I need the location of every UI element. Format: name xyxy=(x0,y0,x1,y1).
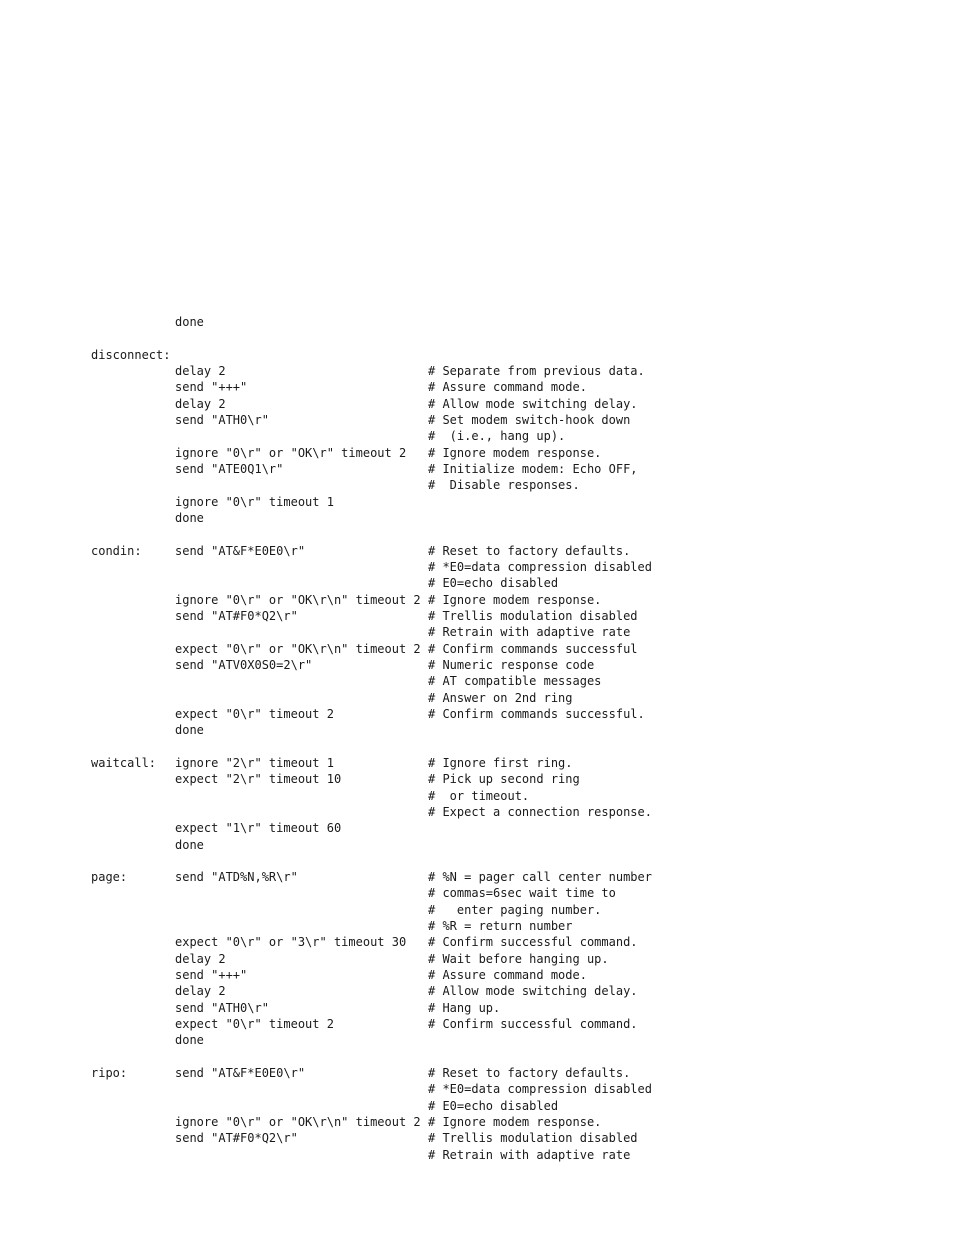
line-code: delay 2 xyxy=(175,984,226,999)
code-line xyxy=(91,673,931,689)
code-line xyxy=(91,608,931,624)
code-line xyxy=(91,788,931,804)
code-line xyxy=(91,1016,931,1032)
line-code: ignore "0\r" or "OK\r\n" timeout 2 xyxy=(175,1115,421,1130)
code-line xyxy=(91,1032,931,1048)
code-line xyxy=(91,918,931,934)
line-comment: # Reset to factory defaults. xyxy=(428,543,631,558)
line-comment: # AT compatible messages xyxy=(428,674,602,689)
line-label: waitcall: xyxy=(91,755,157,770)
code-line xyxy=(91,592,931,608)
line-comment: # Allow mode switching delay. xyxy=(428,396,638,411)
line-code: expect "1\r" timeout 60 xyxy=(175,821,342,836)
line-code: delay 2 xyxy=(175,396,226,411)
code-line xyxy=(91,1130,931,1146)
code-line xyxy=(91,755,931,771)
line-label: condin: xyxy=(91,543,142,558)
code-line xyxy=(91,934,931,950)
code-line xyxy=(91,706,931,722)
line-code: done xyxy=(175,1033,204,1048)
line-comment: # *E0=data compression disabled xyxy=(428,1082,652,1097)
code-line xyxy=(91,1147,931,1163)
line-code: ignore "0\r" timeout 1 xyxy=(175,494,334,509)
line-comment: # Retrain with adaptive rate xyxy=(428,625,631,640)
line-comment: # Ignore modem response. xyxy=(428,592,602,607)
line-comment: # Assure command mode. xyxy=(428,380,587,395)
code-line xyxy=(91,902,931,918)
line-code: ignore "0\r" or "OK\r\n" timeout 2 xyxy=(175,592,421,607)
line-comment: # Wait before hanging up. xyxy=(428,951,609,966)
code-line xyxy=(91,804,931,820)
line-code: ignore "0\r" or "OK\r" timeout 2 xyxy=(175,445,407,460)
code-line xyxy=(91,412,931,428)
line-comment: # Separate from previous data. xyxy=(428,363,645,378)
line-comment: # Allow mode switching delay. xyxy=(428,984,638,999)
code-line xyxy=(91,641,931,657)
line-code: done xyxy=(175,510,204,525)
code-line xyxy=(91,510,931,526)
line-comment: # E0=echo disabled xyxy=(428,1098,559,1113)
line-code: send "AT#F0*Q2\r" xyxy=(175,1131,298,1146)
line-comment: # Disable responses. xyxy=(428,478,580,493)
line-comment: # Ignore first ring. xyxy=(428,755,573,770)
code-line xyxy=(91,1049,931,1065)
line-comment: # E0=echo disabled xyxy=(428,576,559,591)
code-line xyxy=(91,771,931,787)
line-comment: # (i.e., hang up). xyxy=(428,429,566,444)
code-line xyxy=(91,885,931,901)
line-code: delay 2 xyxy=(175,951,226,966)
line-code: send "AT#F0*Q2\r" xyxy=(175,608,298,623)
line-code: done xyxy=(175,837,204,852)
line-code: send "+++" xyxy=(175,968,248,983)
code-line xyxy=(91,951,931,967)
line-label: page: xyxy=(91,870,128,885)
line-code: send "ATV0X0S0=2\r" xyxy=(175,657,313,672)
line-label: disconnect: xyxy=(91,347,171,362)
code-line xyxy=(91,983,931,999)
code-line xyxy=(91,624,931,640)
code-line xyxy=(91,869,931,885)
code-line xyxy=(91,428,931,444)
line-code: expect "2\r" timeout 10 xyxy=(175,772,342,787)
code-line xyxy=(91,559,931,575)
code-line xyxy=(91,1081,931,1097)
code-line xyxy=(91,739,931,755)
code-line xyxy=(91,330,931,346)
line-code: send "ATH0\r" xyxy=(175,412,269,427)
line-comment: # or timeout. xyxy=(428,788,530,803)
line-code: expect "0\r" or "OK\r\n" timeout 2 xyxy=(175,641,421,656)
line-comment: # enter paging number. xyxy=(428,902,602,917)
code-line xyxy=(91,1065,931,1081)
line-code: send "ATE0Q1\r" xyxy=(175,461,284,476)
code-line xyxy=(91,820,931,836)
line-comment: # commas=6sec wait time to xyxy=(428,886,616,901)
code-line xyxy=(91,379,931,395)
line-comment: # Set modem switch-hook down xyxy=(428,412,631,427)
line-code: send "ATD%N,%R\r" xyxy=(175,870,298,885)
line-code: done xyxy=(175,723,204,738)
line-comment: # Pick up second ring xyxy=(428,772,580,787)
code-line xyxy=(91,690,931,706)
code-line xyxy=(91,543,931,559)
line-comment: # %N = pager call center number xyxy=(428,870,652,885)
code-line xyxy=(91,837,931,853)
code-line xyxy=(91,314,931,330)
line-comment: # Expect a connection response. xyxy=(428,804,652,819)
code-line xyxy=(91,1000,931,1016)
code-line xyxy=(91,363,931,379)
line-code: send "AT&F*E0E0\r" xyxy=(175,543,306,558)
code-line xyxy=(91,1098,931,1114)
line-code: expect "0\r" timeout 2 xyxy=(175,706,334,721)
line-label: ripo: xyxy=(91,1066,128,1081)
line-comment: # Ignore modem response. xyxy=(428,445,602,460)
line-comment: # Confirm commands successful. xyxy=(428,706,645,721)
line-code: send "+++" xyxy=(175,380,248,395)
line-code: send "ATH0\r" xyxy=(175,1000,269,1015)
line-comment: # Trellis modulation disabled xyxy=(428,608,638,623)
code-line xyxy=(91,657,931,673)
line-code: send "AT&F*E0E0\r" xyxy=(175,1066,306,1081)
line-comment: # Trellis modulation disabled xyxy=(428,1131,638,1146)
code-line xyxy=(91,461,931,477)
line-comment: # Confirm successful command. xyxy=(428,935,638,950)
code-line xyxy=(91,494,931,510)
code-line xyxy=(91,526,931,542)
line-comment: # *E0=data compression disabled xyxy=(428,559,652,574)
line-code: done xyxy=(175,315,204,329)
code-line xyxy=(91,347,931,363)
code-line xyxy=(91,477,931,493)
code-line xyxy=(91,853,931,869)
line-comment: # Answer on 2nd ring xyxy=(428,690,573,705)
line-code: expect "0\r" or "3\r" timeout 30 xyxy=(175,935,407,950)
code-line xyxy=(91,445,931,461)
code-line xyxy=(91,1114,931,1130)
code-line xyxy=(91,396,931,412)
line-comment: # Confirm successful command. xyxy=(428,1017,638,1032)
line-code: delay 2 xyxy=(175,363,226,378)
line-comment: # Ignore modem response. xyxy=(428,1115,602,1130)
line-comment: # Numeric response code xyxy=(428,657,595,672)
code-line xyxy=(91,575,931,591)
code-line xyxy=(91,967,931,983)
line-comment: # %R = return number xyxy=(428,919,573,934)
line-comment: # Hang up. xyxy=(428,1000,501,1015)
line-comment: # Initialize modem: Echo OFF, xyxy=(428,461,638,476)
line-comment: # Reset to factory defaults. xyxy=(428,1066,631,1081)
line-comment: # Retrain with adaptive rate xyxy=(428,1147,631,1162)
line-code: expect "0\r" timeout 2 xyxy=(175,1017,334,1032)
line-code: ignore "2\r" timeout 1 xyxy=(175,755,334,770)
code-line xyxy=(91,722,931,738)
line-comment: # Confirm commands successful xyxy=(428,641,638,656)
script-listing xyxy=(91,314,931,1163)
line-comment: # Assure command mode. xyxy=(428,968,587,983)
